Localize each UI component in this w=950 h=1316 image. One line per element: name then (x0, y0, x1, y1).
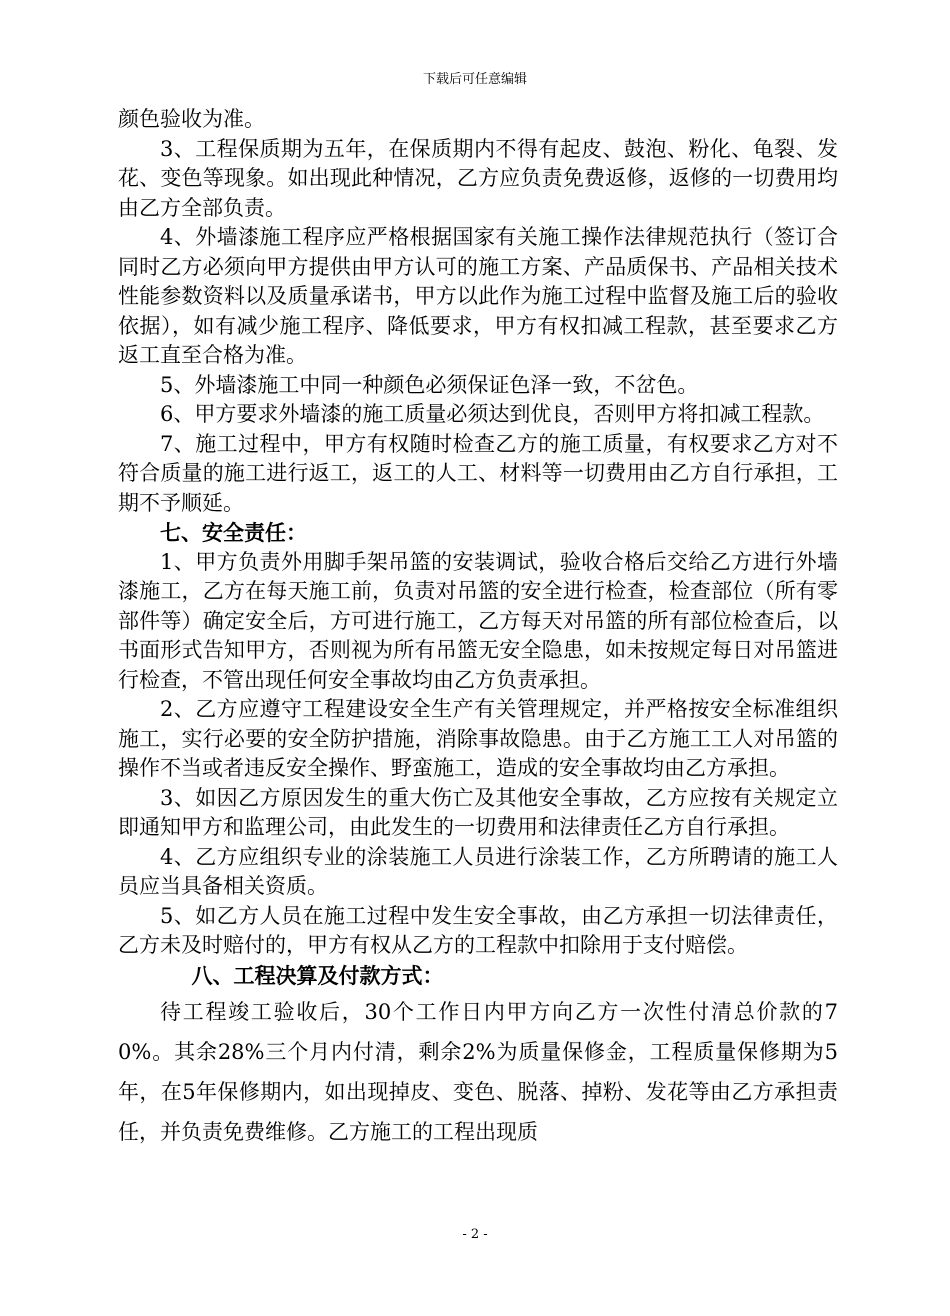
page-header: 下载后可任意编辑 (422, 72, 527, 87)
paragraph-payment: 待工程竣工验收后，30个工作日内甲方向乙方一次性付清总价款的70%。其余28%三个月内付清，剩余2%为质量保修金，工程质量保修期为5年，在5年保修期内，如出现掉皮、变色、脱落、掉粉、发花等由乙方承担责任，并负责免费维修。乙方施工的工程出现质 (118, 1000, 838, 1144)
paragraph-clause-6: 6、甲方要求外墙漆的施工质量必须达到优良，否则甲方将扣减工程款。 (160, 402, 825, 426)
paragraph-safety-4: 4、乙方应组织专业的涂装施工人员进行涂装工作，乙方所聘请的施工人员应当具备相关资质。 (118, 844, 838, 898)
paragraph-safety-1: 1、甲方负责外用脚手架吊篮的安装调试，验收合格后交给乙方进行外墙漆施工，乙方在每天施工前，负责对吊篮的安全进行检查，检查部位（所有零部件等）确定安全后，方可进行施工，乙方每天对吊篮的所有部位检查后，以书面形式告知甲方，否则视为所有吊篮无安全隐患，如未按规定每日对吊篮进行检查，不管出现任何安全事故均由乙方负责承担。 (118, 549, 838, 692)
paragraph-clause-4: 4、外墙漆施工程序应严格根据国家有关施工操作法律规范执行（签订合同时乙方必须向甲方提供由甲方认可的施工方案、产品质保书、产品相关技术性能参数资料以及质量承诺书，甲方以此作为施工过程中监督及施工后的验收依据），如有减少施工程序、降低要求，甲方有权扣减工程款，甚至要求乙方返工直至合格为准。 (118, 225, 838, 367)
paragraph-safety-2: 2、乙方应遵守工程建设安全生产有关管理规定，并严格按安全标准组织施工，实行必要的安全防护措施，消除事故隐患。由于乙方施工工人对吊篮的操作不当或者违反安全操作、野蛮施工，造成的安全事故均由乙方承担。 (118, 697, 838, 780)
paragraph-continuation: 颜色验收为准。 (118, 107, 265, 131)
page-number: - 2 - (462, 1227, 488, 1242)
paragraph-safety-5: 5、如乙方人员在施工过程中发生安全事故，由乙方承担一切法律责任，乙方未及时赔付的，甲方有权从乙方的工程款中扣除用于支付赔偿。 (118, 903, 838, 957)
paragraph-safety-3: 3、如因乙方原因发生的重大伤亡及其他安全事故，乙方应按有关规定立即通知甲方和监理公司，由此发生的一切费用和法律责任乙方自行承担。 (118, 785, 838, 839)
document-body (118, 105, 838, 1152)
section-heading-payment: 八、工程决算及付款方式： (191, 962, 444, 988)
paragraph-clause-3: 3、工程保质期为五年，在保质期内不得有起皮、鼓泡、粉化、龟裂、发花、变色等现象。如出现此种情况，乙方应负责免费返修，返修的一切费用均由乙方全部负责。 (118, 136, 838, 220)
paragraph-clause-7: 7、施工过程中，甲方有权随时检查乙方的施工质量，有权要求乙方对不符合质量的施工进行返工，返工的人工、材料等一切费用由乙方自行承担，工期不予顺延。 (118, 431, 838, 515)
section-heading-safety: 七、安全责任： (160, 520, 307, 545)
paragraph-clause-5: 5、外墙漆施工中同一种颜色必须保证色泽一致，不岔色。 (160, 372, 699, 397)
